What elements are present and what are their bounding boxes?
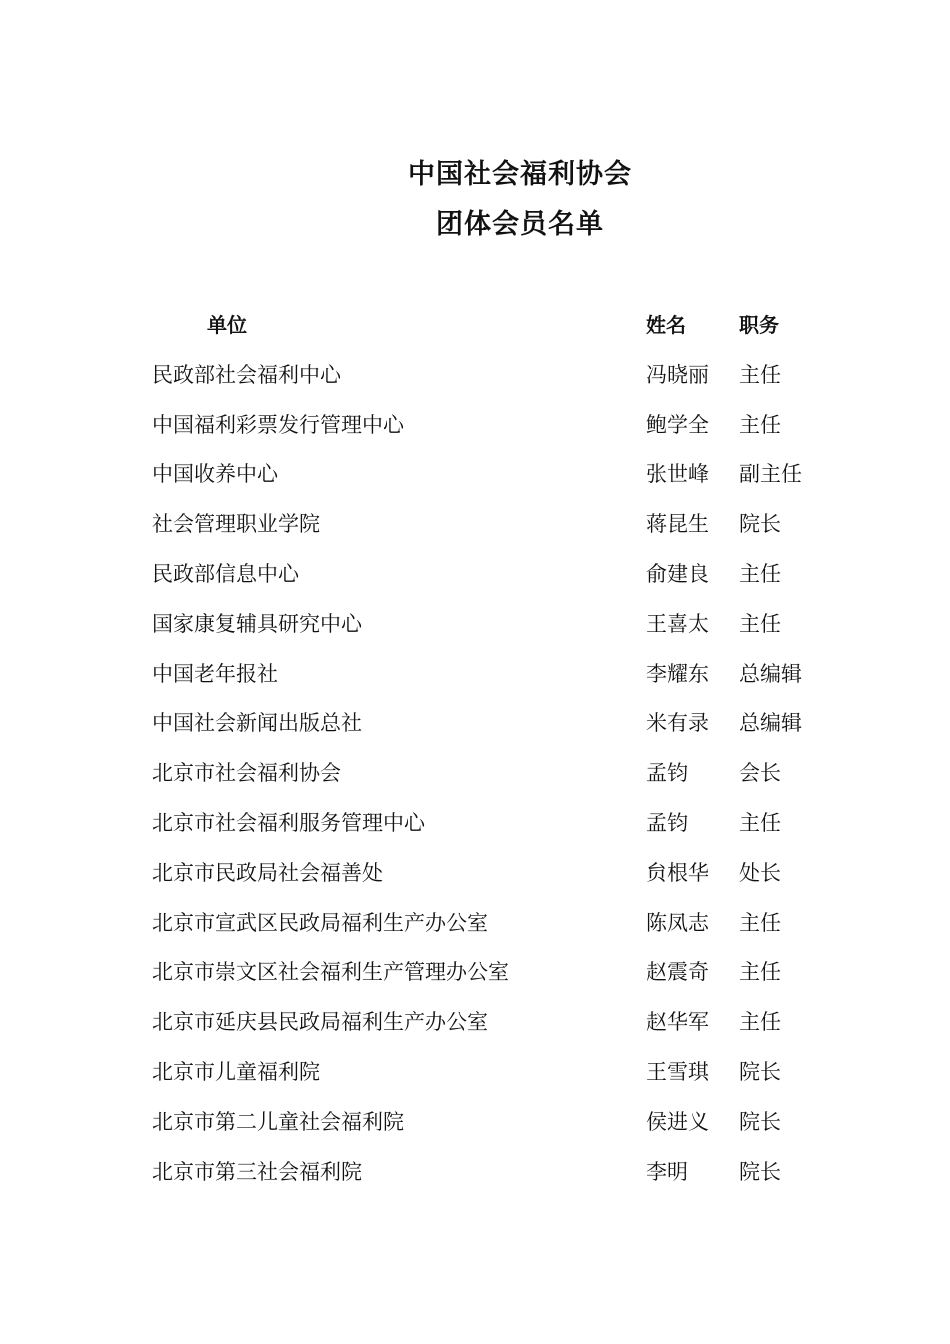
name-cell: 王雪琪: [646, 1059, 709, 1084]
position-cell: 院长: [739, 1109, 781, 1134]
name-cell: 冯晓丽: [646, 362, 709, 387]
table-body: [152, 355, 852, 1202]
title-line-2: 团体会员名单: [436, 209, 604, 240]
table-row: [152, 405, 852, 455]
unit-cell: 北京市社会福利服务管理中心: [152, 810, 425, 835]
name-cell: 俞建良: [646, 561, 709, 586]
name-cell: 赵震奇: [646, 960, 709, 985]
table-row: [152, 753, 852, 803]
table-row: [152, 903, 852, 953]
name-cell: 鲍学全: [646, 412, 709, 437]
position-cell: 主任: [739, 960, 781, 985]
header-name: 姓名: [646, 313, 686, 337]
table-row: [152, 1002, 852, 1052]
title-line-1: 中国社会福利协会: [408, 159, 632, 190]
name-cell: 孟钧: [646, 810, 688, 835]
unit-cell: 中国老年报社: [152, 661, 278, 686]
position-cell: 会长: [739, 761, 781, 786]
unit-cell: 民政部社会福利中心: [152, 362, 341, 387]
header-position: 职务: [739, 313, 779, 337]
position-cell: 院长: [739, 1159, 781, 1184]
unit-cell: 北京市宣武区民政局福利生产办公室: [152, 910, 488, 935]
name-cell: 李明: [646, 1159, 688, 1184]
name-cell: 侯进义: [646, 1109, 709, 1134]
name-cell: 孟钧: [646, 761, 688, 786]
table-row: [152, 355, 852, 405]
unit-cell: 北京市儿童福利院: [152, 1059, 320, 1084]
name-cell: 赵华军: [646, 1010, 709, 1035]
unit-cell: 中国收养中心: [152, 462, 278, 487]
table-row: [152, 504, 852, 554]
name-cell: 陈凤志: [646, 910, 709, 935]
table-row: [152, 654, 852, 704]
unit-cell: 社会管理职业学院: [152, 512, 320, 537]
table-row: [152, 454, 852, 504]
unit-cell: 北京市民政局社会福善处: [152, 860, 383, 885]
name-cell: 蒋昆生: [646, 512, 709, 537]
name-cell: 米有录: [646, 711, 709, 736]
table-row: [152, 853, 852, 903]
header-unit: 单位: [207, 313, 247, 337]
table-row: [152, 1102, 852, 1152]
name-cell: 贠根华: [646, 860, 709, 885]
unit-cell: 北京市第三社会福利院: [152, 1159, 362, 1184]
position-cell: 主任: [739, 412, 781, 437]
position-cell: 主任: [739, 810, 781, 835]
unit-cell: 中国社会新闻出版总社: [152, 711, 362, 736]
position-cell: 处长: [739, 860, 781, 885]
unit-cell: 北京市社会福利协会: [152, 761, 341, 786]
unit-cell: 北京市延庆县民政局福利生产办公室: [152, 1010, 488, 1035]
unit-cell: 北京市崇文区社会福利生产管理办公室: [152, 960, 509, 985]
position-cell: 院长: [739, 512, 781, 537]
position-cell: 主任: [739, 561, 781, 586]
unit-cell: 北京市第二儿童社会福利院: [152, 1109, 404, 1134]
position-cell: 副主任: [739, 462, 802, 487]
table-row: [152, 1052, 852, 1102]
position-cell: 总编辑: [739, 711, 802, 736]
table-row: [152, 1152, 852, 1202]
unit-cell: 中国福利彩票发行管理中心: [152, 412, 404, 437]
table-row: [152, 803, 852, 853]
position-cell: 院长: [739, 1059, 781, 1084]
name-cell: 张世峰: [646, 462, 709, 487]
table-row: [152, 554, 852, 604]
table-header-row: [152, 305, 852, 355]
position-cell: 主任: [739, 611, 781, 636]
position-cell: 主任: [739, 1010, 781, 1035]
document-title: [0, 150, 950, 250]
table-row: [152, 952, 852, 1002]
name-cell: 李耀东: [646, 661, 709, 686]
unit-cell: 国家康复辅具研究中心: [152, 611, 362, 636]
name-cell: 王喜太: [646, 611, 709, 636]
member-table: [152, 305, 852, 1201]
position-cell: 主任: [739, 362, 781, 387]
position-cell: 主任: [739, 910, 781, 935]
table-row: [152, 604, 852, 654]
table-row: [152, 703, 852, 753]
unit-cell: 民政部信息中心: [152, 561, 299, 586]
position-cell: 总编辑: [739, 661, 802, 686]
